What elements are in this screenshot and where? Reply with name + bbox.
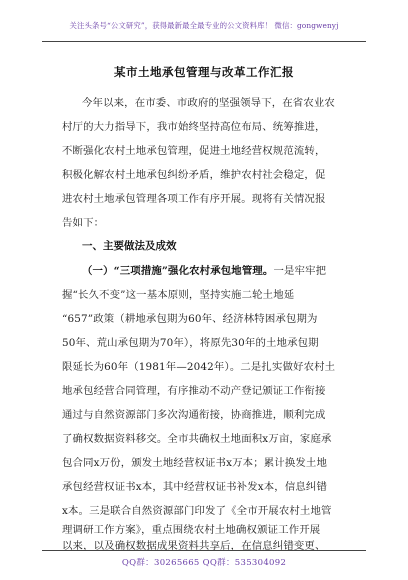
- body-line-11: 理调研工作方案》，重点围绕农村土地确权颁证工作开展: [62, 524, 321, 536]
- body-line-7: 了确权数据资料移交。全市共确权土地面积x万亩，家庭承: [62, 433, 332, 445]
- intro-line-4: 积极化解农村土地承包纠纷矛盾，维护农村社会稳定，促: [62, 169, 326, 181]
- section-heading-1: 一、主要做法及成效: [82, 240, 177, 252]
- subsection-1-first-line: [82, 262, 326, 277]
- intro-line-3: 不断强化农村土地承包管理，促进土地经营权规范流转，: [62, 145, 326, 157]
- header-promo-note: 关注头条号“公文研究”，获得最新最全最专业的公文资料库！ 微信：gongwenyj: [69, 21, 339, 30]
- body-line-10: x本。三是联合自然资源部门印发了《全市开展农村土地管: [62, 505, 332, 517]
- body-line-9: 承包经营权证书x本，其中经营权证书补发x本，信息纠错: [62, 481, 327, 493]
- footer-divider: [42, 550, 366, 551]
- body-line-12: 以来，以及确权数据成果资料共享后，在信息纠错变更、: [62, 540, 326, 552]
- body-line-2: “657”政策（耕地承包期为60年、经济林特困承包期为: [62, 313, 318, 325]
- subsection-heading-1: （一）“三项措施”强化农村承包地管理。: [82, 265, 274, 277]
- body-line-6: 通过与自然资源部门多次沟通衔接，协商推进，顺利完成: [62, 409, 326, 421]
- header-divider: [42, 41, 366, 42]
- body-line-4: 限延长为60年（1981年—2042年）。二是扎实做好农村土: [62, 361, 336, 373]
- intro-line-1: 今年以来，在市委、市政府的坚强领导下，在省农业农: [82, 97, 335, 109]
- body-line-1: 握“长久不变”这一基本原则，坚持实施二轮土地延: [62, 289, 295, 301]
- intro-line-5: 进农村土地承包管理各项工作有序开展。现将有关情况报: [62, 193, 326, 205]
- intro-line-2: 村厅的大力指导下，我市始终坚持高位布局、统筹推进，: [62, 121, 326, 133]
- body-line-5: 地承包经营合同管理，有序推动不动产登记颁证工作衔接: [62, 385, 326, 397]
- body-line-3: 50年、荒山承包期为70年），将原先30年的土地承包期: [62, 337, 319, 349]
- body-line-8: 包合同x万份，颁发土地经营权证书x万本；累计换发土地: [62, 457, 327, 469]
- intro-line-6: 告如下：: [62, 217, 105, 229]
- subsection-1-lead: 一是牢牢把: [273, 265, 327, 277]
- document-title: 某市土地承包管理与改革工作汇报: [114, 65, 294, 79]
- footer-contact-groups: QQ群：30265665 QQ群：535304092: [121, 558, 287, 568]
